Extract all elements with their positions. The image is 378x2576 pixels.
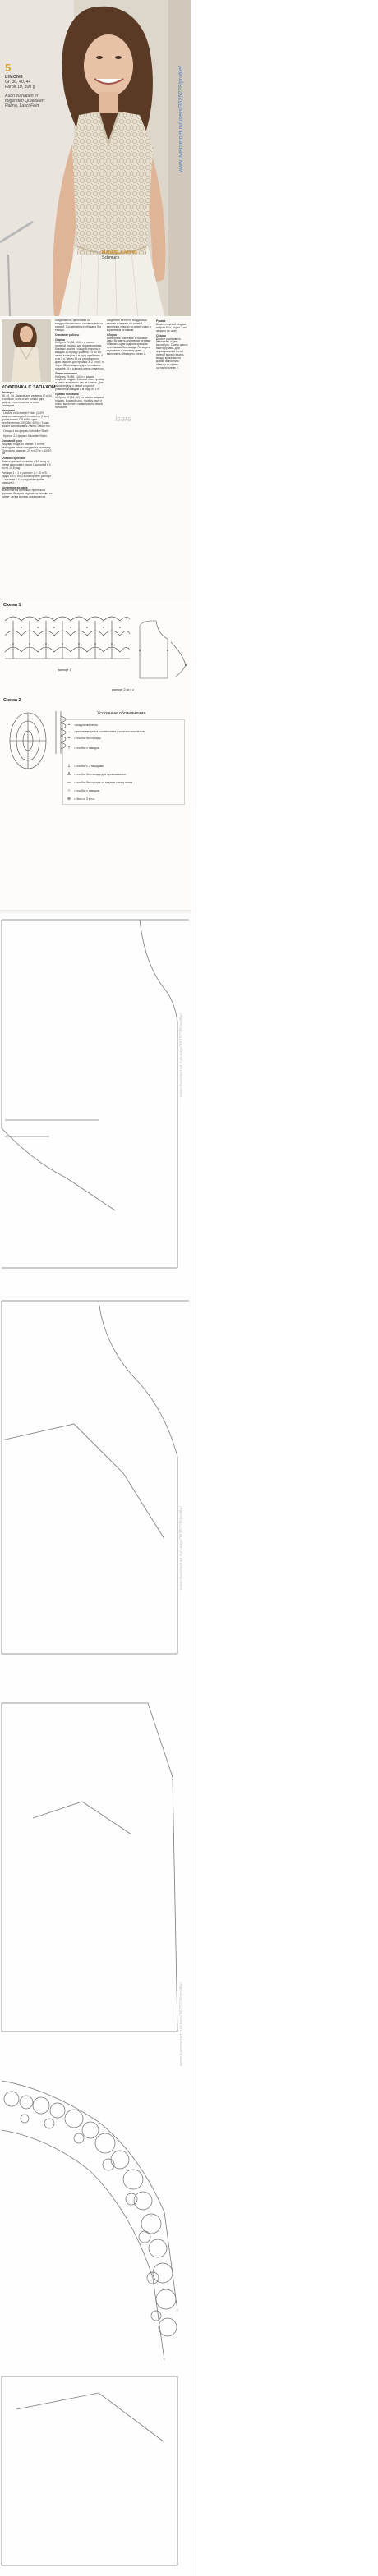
pattern-watermark: www.liveinternet.ru/users/3625228/profile/ — [179, 1013, 184, 1098]
hook-symbol: → — [67, 729, 71, 734]
scheme-1-chart — [3, 611, 131, 662]
sizes-text: Gr. 36, 40, 44 — [5, 80, 31, 85]
sc-join-symbol: Δ — [67, 772, 71, 777]
dc-cluster-symbol: ∩ — [67, 788, 71, 793]
article-title: КОФТОЧКА С ЗАПАХОМ — [2, 385, 56, 390]
text-column-2: соединяются, цепочками по воздушным петлям в соответствии со схемой. Сохраняйте столбиками без накида. Описание работы Спинка Набрать 74 (88, 104) п и вязать лицевой гладью, для формирования боковых скосов с каждой стороны в каждом 10-м ряду убавить 4 х по 1 п, затем в каждом 6-м ряду прибавить 4 х по 1 п. Через 15 см от наборного края закрыть для проймы 3, 2 и по 1 п. Через 36 см закрыть для горловины средние 24 п и вязать плечи отдельно. Левая половина Набрать 76 (88, 104) п и вязать лицевой гладью. Боковой скос, пройму и плечо выполнять как на спинке. Для скоса переда с левой стороны убавлять в каждом 2-м ряду по 1 п. Правая половина Набрать 47 (54, 52) п и вязать лицевой гладью. Боковой скос, пройму, руку и плечо выполнять симметрично левой половине. — [55, 319, 104, 409]
legend-item: ∩ =столбик с накидом — [64, 788, 99, 793]
jewelry-credit: MANUELA NO 40 Schmuck — [102, 250, 137, 260]
rapport-1-label: раппорт 1 — [58, 668, 71, 672]
pattern-watermark: www.liveinternet.ru/users/3625228/profile/ — [179, 1506, 184, 1591]
chain-symbol: • — [68, 723, 70, 728]
legend-item: ⊕ =Пико из 3 в.п.с. — [64, 797, 95, 801]
legend-item: + =столбик без накида — [64, 736, 100, 741]
scheme-2-motif — [3, 708, 53, 774]
sc-symbol: + — [67, 736, 71, 741]
legend-item: • =воздушная петля — [64, 723, 98, 728]
armhole-diagram — [135, 618, 189, 682]
yarn-name: LIMONE — [5, 75, 23, 80]
rapport-2-label: раппорт 2 из 4 к — [112, 688, 134, 691]
legend-item: † =столбик с накидом — [64, 746, 99, 751]
dc-symbol: † — [67, 746, 71, 751]
legend-item: Δ =столбик без накида для провязывания — [64, 772, 126, 777]
instructions-section — [0, 316, 191, 599]
tr-symbol: ‡ — [67, 764, 71, 769]
sewing-patterns — [0, 915, 191, 2576]
small-model-illustration — [2, 319, 51, 382]
crochet-schemes — [0, 599, 191, 911]
legend-item: — =столбик без накида за заднюю стенку петли — [64, 780, 132, 785]
pattern-pieces — [0, 915, 191, 2576]
photo-watermark: www.liveinternet.ru/users/3625228/profile/ — [178, 66, 184, 172]
color-text: Farbe 10, 300 g — [5, 85, 35, 90]
text-column-3: соединить петли по воздушным петлям и связать по схеме 1, выполняя обвязку по всему краю и кружевным вставкам. Сборка Выполнить плечевые и боковые швы. Вставить кружевные вставки. Обвязать края изделия крючком столбиками без накида. По вырезу горловины и нижнему краю выполнить обвязку по схеме 2. Isara — [107, 319, 151, 423]
legend-item: → =крючок вводить в соответствии с количеством петель — [64, 729, 145, 734]
legend-frame — [62, 719, 186, 805]
text-column-1: Размеры 36, 40, 44. Данные для размера 40 и 44 в скобках, если стоит только одна цифра, это относится ко всем размерам. Материал • Limone от Schoeller+Stahl (100% микрополиамидный полиэстер (Нано) длина пряжи 135 м/50г. цвет неотбелённая 300 (350, 400)г. • Также можно использовать Palma, Lasci Fein. • Спицы 4 мм фирмы Schoeller+Stahl. • Крючок 3,5 фирмы Schoeller+Stahl. Основной узор Лицевая гладь по спинке: 4 петли, свободная вязка спицами на половину. Плотность вязания: 20 п и 27 р = 10х10 см Обвязка крючком Вязать крючком начиная с 3,5 спиц по схеме крючкового узора 1 шириной с 3 по не 12,8 ряд. Раппорт 1 = 1 п, раппорт 2 = 15 п. В рядах с 1-го по 3-й повторяйте раппорт 1, начиная с 4-го ряда повторяйте раппорт 2. Кружевная вставка Выполняется в технике брюггского кружева. Вяжутся отдельные мотивы по схеме, затем мотивы соединяются. — [2, 391, 53, 499]
scheme-2-label: Схема 2 — [3, 698, 21, 703]
pattern-watermark: www.liveinternet.ru/users/3625228/profile/ — [179, 1982, 184, 2067]
scheme-1-label: Схема 1 — [3, 603, 21, 608]
model-photo — [0, 0, 191, 316]
column-watermark: Isara — [115, 415, 132, 423]
small-model-photo — [2, 319, 51, 382]
model-illustration — [0, 0, 191, 316]
text-column-4: Рукава Вязать лицевой гладью, набрав 60 п. Через 2 см закрыть по окату. Сборка Детали расправить, увлажнить и дать высохнуть. Сшить швы и вшить рукава. Для формирования более полной вырезу вязать между кружевом по краям. Выполнить обвязку по краям согласно схеме 2. — [156, 319, 188, 370]
model-number: 5 — [5, 62, 12, 74]
alt-qualities-note: Auch zu haben in folgenden Qualitäten: Palma, Lasci Fein — [5, 93, 46, 109]
back-loop-symbol: — — [67, 780, 71, 785]
picot-symbol: ⊕ — [67, 797, 71, 801]
legend-item: ‡ =столбик с 2 накидами — [64, 764, 104, 769]
legend-title: Условные обозначения — [97, 711, 146, 716]
model-info-label — [5, 62, 48, 108]
